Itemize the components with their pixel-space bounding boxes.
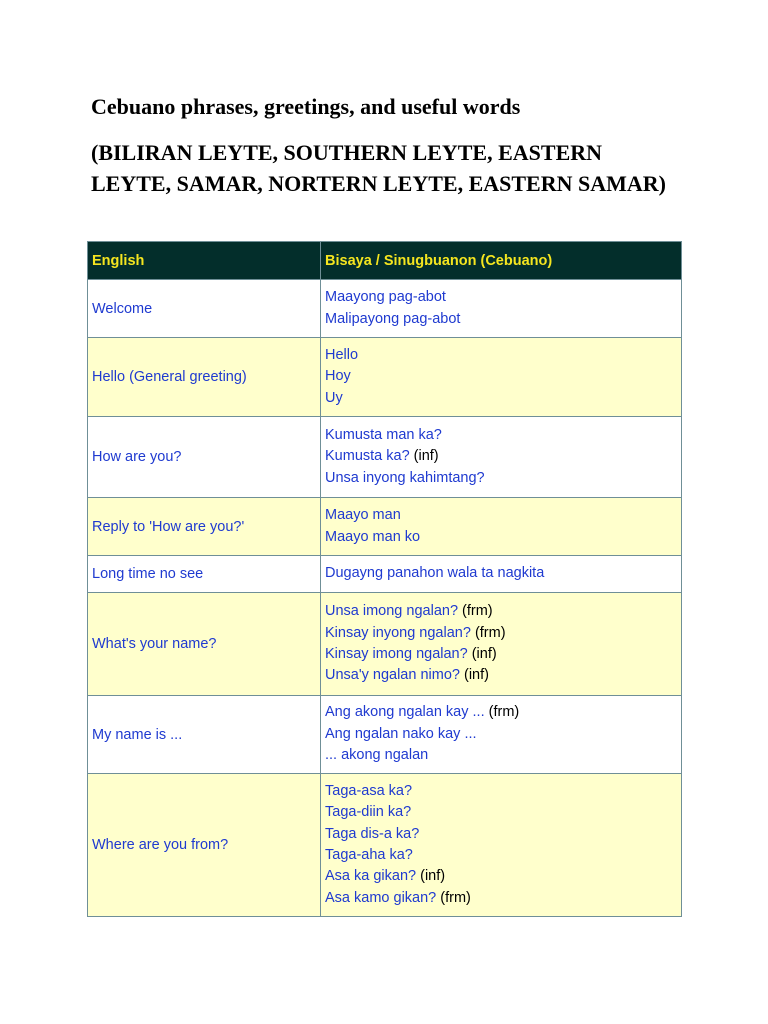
table-row: [88, 280, 682, 338]
translation-text: Hello: [325, 346, 359, 363]
table-row: [88, 338, 682, 417]
translation-text: Dugayng panahon wala ta nagkita: [325, 565, 545, 582]
register-note: (frm): [458, 603, 493, 620]
translation-text: Taga-diin ka?: [325, 804, 412, 821]
cebuano-translations: [321, 280, 682, 338]
translation-line: [325, 309, 681, 330]
cebuano-translations: [321, 593, 682, 696]
translation-text: Taga-asa ka?: [325, 782, 413, 799]
translation-line: [325, 345, 681, 366]
translation-line: [325, 745, 681, 766]
translation-line: [325, 425, 681, 446]
translation-line: [325, 724, 681, 745]
register-note: (inf): [409, 448, 439, 465]
translation-text: Kinsay imong ngalan?: [325, 646, 468, 662]
translation-text: Taga dis-a ka?: [325, 825, 420, 842]
english-phrase: How are you?: [88, 417, 321, 498]
translation-text: Taga-aha ka?: [325, 847, 413, 863]
register-note: (frm): [470, 624, 506, 641]
translation-text: Ang akong ngalan kay ...: [325, 704, 485, 721]
translation-line: [325, 644, 681, 665]
table-row: [88, 556, 682, 593]
translation-text: Unsa imong ngalan?: [325, 603, 459, 620]
english-phrase: Welcome: [88, 280, 321, 338]
translation-text: Kumusta man ka?: [325, 426, 442, 443]
cebuano-translations: [321, 338, 682, 417]
english-phrase: What's your name?: [88, 593, 321, 696]
column-header-english: English: [88, 242, 321, 280]
translation-text: Asa kamo gikan?: [325, 889, 437, 906]
column-header-cebuano: Bisaya / Sinugbuanon (Cebuano): [321, 242, 682, 280]
translation-text: Uy: [325, 389, 343, 406]
translation-text: Ang ngalan nako kay ...: [325, 725, 477, 742]
translation-line: [325, 888, 681, 909]
translation-line: [325, 665, 681, 686]
table-row: [88, 593, 682, 696]
table-body: [88, 280, 682, 917]
translation-line: [325, 866, 681, 887]
cebuano-translations: [321, 696, 682, 774]
cebuano-translations: [321, 498, 682, 556]
translation-line: [325, 702, 681, 723]
page-title: Cebuano phrases, greetings, and useful words: [91, 94, 521, 119]
english-phrase: Long time no see: [88, 556, 321, 593]
phrase-table: [87, 241, 682, 917]
register-note: (frm): [436, 889, 471, 906]
table-row: [88, 417, 682, 498]
english-phrase: My name is ...: [88, 696, 321, 774]
table-header-row: [88, 242, 682, 280]
english-phrase: Where are you from?: [88, 774, 321, 917]
translation-text: Asa ka gikan?: [325, 868, 417, 885]
translation-text: Unsa'y ngalan nimo?: [325, 667, 460, 684]
register-note: (inf): [416, 868, 446, 885]
translation-line: [325, 824, 681, 845]
translation-line: [325, 802, 681, 823]
table-row: [88, 696, 682, 774]
translation-line: [325, 563, 681, 584]
translation-line: [325, 845, 681, 866]
page-subtitle: (BILIRAN LEYTE, SOUTHERN LEYTE, EASTERN LEYTE, SAMAR, NORTERN LEYTE, EASTERN SAMAR): [91, 140, 666, 196]
translation-text: Kumusta ka?: [325, 448, 410, 465]
cebuano-translations: [321, 417, 682, 498]
translation-text: Unsa inyong kahimtang?: [325, 469, 485, 486]
translation-line: [325, 781, 681, 802]
translation-line: [325, 623, 681, 644]
table-row: [88, 774, 682, 917]
english-phrase: Reply to 'How are you?': [88, 498, 321, 556]
register-note: (inf): [467, 646, 497, 662]
translation-line: [325, 527, 681, 548]
translation-line: [325, 601, 681, 622]
translation-line: [325, 446, 681, 467]
translation-line: [325, 468, 681, 489]
translation-text: Hoy: [325, 368, 351, 385]
translation-text: Maayo man: [325, 507, 401, 524]
register-note: (inf): [459, 667, 489, 684]
translation-text: ... akong ngalan: [325, 747, 429, 764]
english-phrase: Hello (General greeting): [88, 338, 321, 417]
cebuano-translations: [321, 774, 682, 917]
translation-line: [325, 388, 681, 409]
translation-text: Maayo man ko: [325, 528, 421, 545]
cebuano-translations: [321, 556, 682, 593]
translation-line: [325, 366, 681, 387]
register-note: (frm): [484, 704, 520, 721]
translation-line: [325, 505, 681, 526]
translation-text: Kinsay inyong ngalan?: [325, 624, 471, 641]
table-row: [88, 498, 682, 556]
translation-text: Malipayong pag-abot: [325, 310, 461, 327]
translation-line: [325, 287, 681, 308]
translation-text: Maayong pag-abot: [325, 289, 446, 306]
